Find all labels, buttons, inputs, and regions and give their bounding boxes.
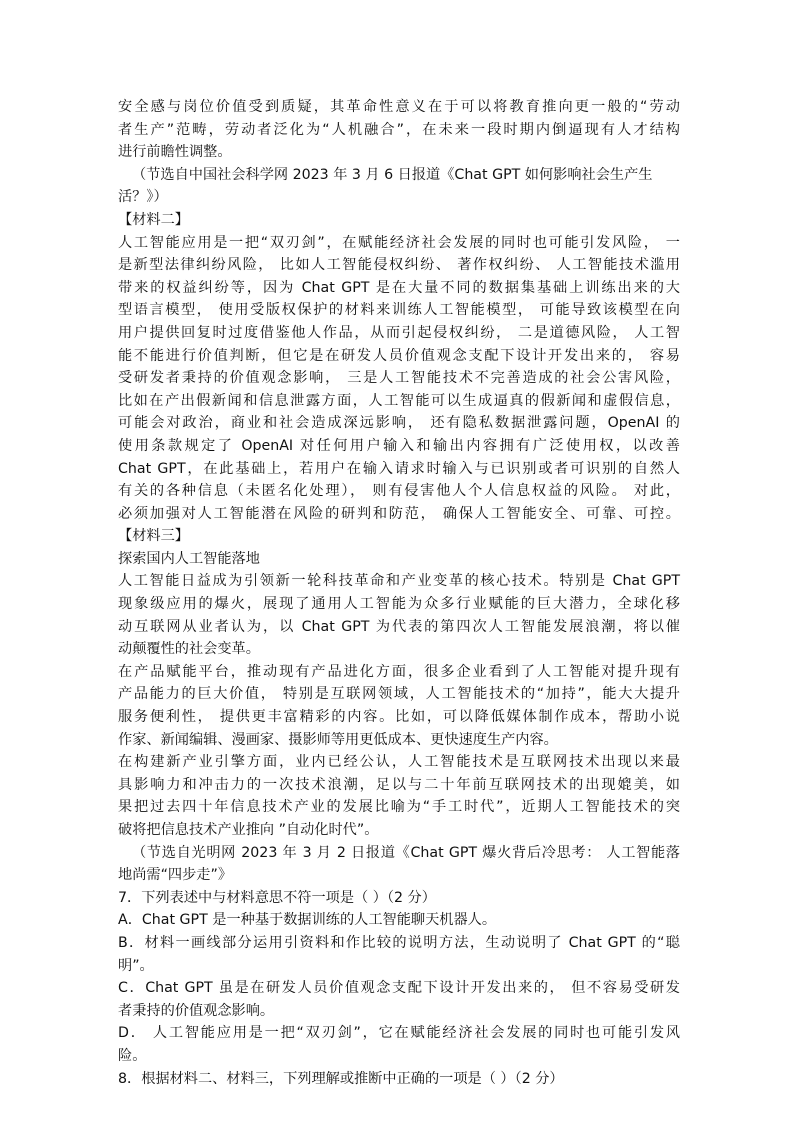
text-line: 作家、新闻编辑、漫画家、摄影师等用更低成本、更快速度生产内容。 — [118, 731, 558, 748]
text-line: 受研发者秉持的价值观念影响， 三是人工智能技术不完善造成的社会公害风险， — [118, 370, 680, 387]
text-line: 在构建新产业引擎方面，业内已经公认，人工智能技术是互联网技术出现以来最 — [118, 754, 680, 771]
question-8: 8．根据材料二、材料三，下列理解或推断中正确的一项是（ ）（2 分） — [118, 1070, 564, 1087]
text-line: 使用条款规定了 OpenAI 对任何用户输入和输出内容拥有广泛使用权，以改善 — [118, 437, 680, 454]
option-c: C．Chat GPT 虽是在研发人员价值观念支配下设计开发出来的， 但不容易受研发 — [118, 980, 680, 997]
text-line: 在产品赋能平台，推动现有产品进化方面，很多企业看到了人工智能对提升现有 — [118, 663, 680, 680]
source-citation: 地尚需“四步走”》 — [118, 867, 233, 884]
text-line: 动互联网从业者认为，以 Chat GPT 为代表的第四次人工智能发展浪潮，将以催 — [118, 618, 680, 635]
source-citation: （节选自中国社会科学网 2023 年 3 月 6 日报道《Chat GPT 如何影响社会生产生 — [132, 166, 653, 183]
text-line: 产品能力的巨大价值， 特别是互联网领域，人工智能技术的“加持”，能大大提升 — [118, 686, 680, 703]
text-line: 破将把信息技术产业推向 ”自动化时代”。 — [118, 822, 379, 838]
text-line: 者生产”范畴，劳动者泛化为“人机融合”，在未来一段时期内倒逼现有人才结构 — [118, 121, 680, 138]
section-heading: 【材料三】 — [118, 528, 189, 545]
question-7: 7．下列表述中与材料意思不符一项是（ ）（2 分） — [118, 889, 436, 906]
text-line: 有关的各种信息（未匿名化处理）， 则有侵害他人个人信息权益的风险。 对此， — [118, 483, 680, 500]
source-citation: （节选自光明网 2023 年 3 月 2 日报道《Chat GPT 爆火背后冷思考： 人工智能落 — [132, 844, 680, 861]
option-d: D． 人工智能应用是一把“双刃剑”，它在赋能经济社会发展的同时也可能引发风 — [118, 1025, 680, 1042]
text-line: 人工智能应用是一把“双刃剑”，在赋能经济社会发展的同时也可能引发风险， 一 — [118, 234, 680, 251]
text-line: 具影响力和冲击力的一次技术浪潮，足以与二十年前互联网技术的出现媲美，如 — [118, 776, 680, 793]
option-b: B．材料一画线部分运用引资料和作比较的说明方法，生动说明了 Chat GPT 的“聪 — [118, 934, 680, 951]
text-line: 进行前瞻性调整。 — [118, 144, 232, 161]
text-line: 必须加强对人工智能潜在风险的研判和防范， 确保人工智能安全、可靠、可控。 — [118, 505, 680, 522]
text-line: 安全感与岗位价值受到质疑，其革命性意义在于可以将教育推向更一般的“劳动 — [118, 99, 680, 115]
text-line: 果把过去四十年信息技术产业的发展比喻为“手工时代”，近期人工智能技术的突 — [118, 799, 680, 816]
section-heading: 【材料二】 — [118, 211, 189, 228]
text-line: 可能会对政治，商业和社会造成深远影响， 还有隐私数据泄露问题，OpenAI 的 — [118, 415, 680, 432]
option-a: A．Chat GPT 是一种基于数据训练的人工智能聊天机器人。 — [118, 912, 497, 929]
text-line: 是新型法律纠纷风险， 比如人工智能侵权纠纷、 著作权纠纷、 人工智能技术滥用 — [118, 257, 680, 274]
article-title: 探索国内人工智能落地 — [118, 550, 260, 567]
text-line: 人工智能日益成为引领新一轮科技革命和产业变革的核心技术。特别是 Chat GPT — [118, 573, 680, 590]
text-line: Chat GPT，在此基础上，若用户在输入请求时输入与已识别或者可识别的自然人 — [118, 460, 680, 477]
option-d-continued: 险。 — [118, 1047, 147, 1064]
text-line: 用户提供回复时过度借鉴他人作品，从而引起侵权纠纷， 二是道德风险， 人工智 — [118, 324, 680, 341]
text-line: 动颠覆性的社会变革。 — [118, 641, 260, 658]
text-line: 带来的权益纠纷等，因为 Chat GPT 是在大量不同的数据集基础上训练出来的大 — [118, 279, 680, 296]
source-citation: 活？》） — [118, 189, 168, 206]
document-page — [118, 96, 680, 1090]
text-line: 现象级应用的爆火，展现了通用人工智能为众多行业赋能的巨大潜力，全球化移 — [118, 596, 680, 613]
option-b-continued: 明”。 — [118, 957, 154, 974]
option-c-continued: 者秉持的价值观念影响。 — [118, 1002, 275, 1019]
text-line: 能不能进行价值判断，但它是在研发人员价值观念支配下设计开发出来的， 容易 — [118, 347, 680, 364]
text-line: 服务便利性， 提供更丰富精彩的内容。比如，可以降低媒体制作成本，帮助小说 — [118, 709, 680, 726]
text-line: 型语言模型， 使用受版权保护的材料来训练人工智能模型， 可能导致该模型在向 — [118, 302, 680, 319]
text-line: 比如在产出假新闻和信息泄露方面，人工智能可以生成逼真的假新闻和虚假信息， — [118, 392, 680, 409]
